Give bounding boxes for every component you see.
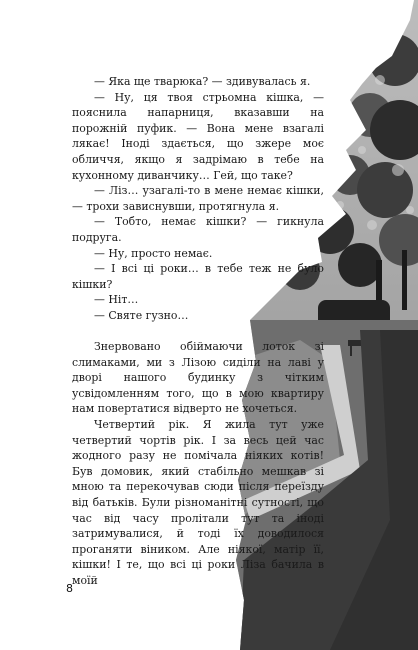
paragraph: — Святе гузно… <box>94 308 189 322</box>
paragraph: Знервовано обіймаючи лоток зі слимаками, ми з Лізою сиділи на лаві у дворі нашого будинку з чітким усвідомленням того, що в мою квартиру нам повертатися відверто не хочеться. <box>72 340 324 416</box>
paragraph: — І всі ці роки… в тебе теж не було кішки? <box>72 262 324 291</box>
paragraph: — Ну, ця твоя стрьомна кішка, — пояснила напарниця, вказавши на порожній пуфик. — Вона мене взагалі лякає! Іноді здається, що зжере моє обличчя, якщо я задрімаю в тебе на кухонному диванчику… Гей, що таке? <box>72 90 324 182</box>
page-number: 8 <box>66 582 73 595</box>
paragraph: — Ніт… <box>94 293 139 307</box>
paragraph: — Яка ще тварюка? — здивувалась я. <box>94 75 311 88</box>
paragraph: — Тобто, немає кішки? — гикнула подруга. <box>72 215 324 244</box>
paragraph: — Ну, просто немає. <box>94 246 213 260</box>
paragraph: — Ліз… узагалі-то в мене немає кішки, — трохи зависнувши, протягнула я. <box>72 184 324 213</box>
body-text <box>72 74 324 589</box>
paragraph: Четвертий рік. Я жила тут уже четвертий чортів рік. І за весь цей час жодного разу не помічала ніяких котів! Був домовик, який стабільно мешкав зі мною та перекочував сюди після переїзду від батьків. Були різноманітні сутності, що час від часу пролітали тут та іноді затримувалися, й тоді їх доводилося проганяти віником. Але ніякої, матір її, кішки! І те, що всі ці роки Ліза бачила в моїй <box>72 418 324 587</box>
